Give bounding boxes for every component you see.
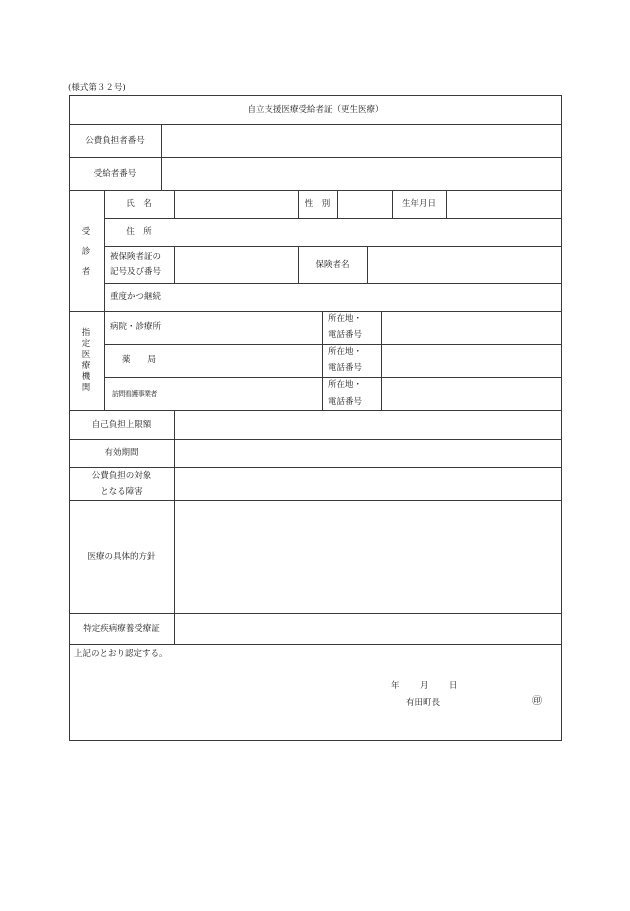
- nurse-location-label-1: 所在地・: [328, 380, 363, 390]
- insurer-name-label: 保険者名: [315, 260, 350, 270]
- date-day: 日: [449, 681, 458, 691]
- pharmacy-location-label-1: 所在地・: [328, 347, 363, 357]
- copay-limit-label: 自己負担上限額: [91, 420, 152, 430]
- date-year: 年: [391, 681, 400, 691]
- treatment-policy-label: 医療の具体的方針: [87, 552, 156, 562]
- certify-text: 上記のとおり認定する。: [74, 649, 168, 659]
- insured-card-label-2: 記号及び番号: [110, 267, 162, 277]
- hospital-location-label-1: 所在地・: [328, 314, 363, 324]
- insured-card-label-1: 被保険者証の: [110, 252, 162, 262]
- hospital-location-label-2: 電話番号: [328, 330, 363, 340]
- visiting-nurse-label: 訪問看護事業者: [112, 390, 157, 398]
- form-number: (様式第３２号): [68, 83, 126, 93]
- patient-group-label: [80, 227, 92, 287]
- public-burden-number-label: 公費負担者番号: [85, 136, 145, 146]
- target-disability-label-1: 公費負担の対象: [91, 471, 152, 481]
- hospital-label: 病院・診療所: [110, 322, 162, 332]
- pharmacy-location-label-2: 電話番号: [328, 363, 363, 373]
- nurse-location-label-2: 電話番号: [328, 397, 363, 407]
- target-disability-label-2: となる障害: [100, 487, 143, 497]
- valid-period-label: 有効期間: [104, 448, 139, 458]
- recipient-number-label: 受給者番号: [93, 169, 137, 179]
- severe-continuing-label: 重度かつ継続: [110, 292, 162, 302]
- date-month: 月: [420, 681, 429, 691]
- seal-mark: ㊞: [532, 696, 542, 707]
- dob-label: 生年月日: [401, 199, 436, 209]
- sex-label: 性 別: [304, 199, 331, 209]
- form-title: 自立支援医療受給者証（更生医療）: [247, 105, 384, 115]
- specific-disease-cert-label: 特定疾病療養受療証: [83, 624, 160, 634]
- mayor-label: 有田町長: [406, 698, 441, 708]
- designated-institution-text: 指 定 医 療 機 関: [81, 328, 91, 393]
- name-label: 氏 名: [126, 199, 152, 209]
- patient-group-text: 受 診 者: [81, 227, 91, 277]
- address-label: 住 所: [126, 227, 152, 237]
- designated-institution-label: [80, 328, 92, 394]
- pharmacy-label: 薬 局: [121, 355, 156, 365]
